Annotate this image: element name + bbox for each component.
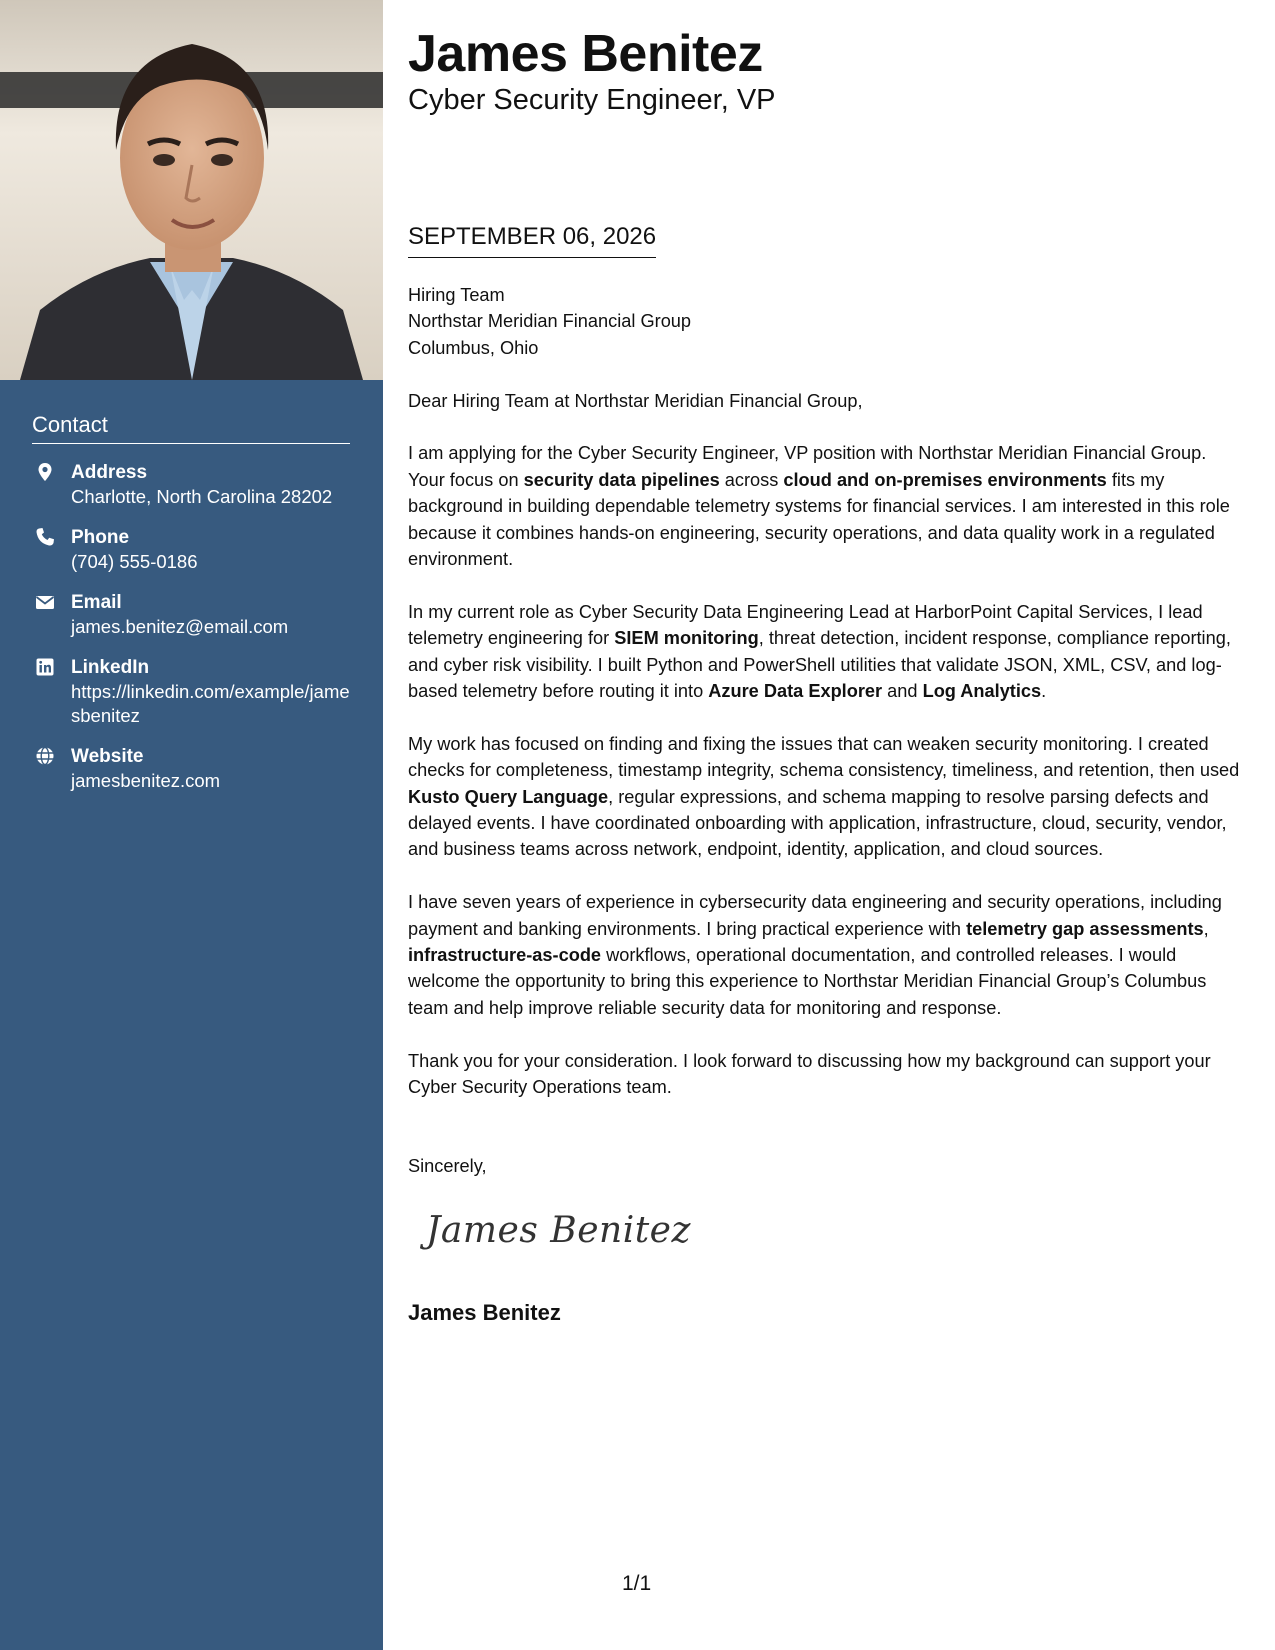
page-number: 1/1 xyxy=(622,1572,652,1595)
email-value: james.benitez@email.com xyxy=(71,616,289,637)
signer-name: James Benitez xyxy=(408,1300,561,1325)
applicant-title: Cyber Security Engineer, VP xyxy=(408,84,776,116)
signature: James Benitez xyxy=(426,1210,691,1251)
contact-section xyxy=(32,412,350,793)
paragraph: In my current role as Cyber Security Data Engineering Lead at HarborPoint Capital Services, I lead telemetry engineering for SIEM monitoring, threat detection, incident response, compliance reporting, and cyber risk visibility. I built Python and PowerShell utilities that validate JSON, XML, CSV, and log-based telemetry before routing it into Azure Data Explorer and Log Analytics. xyxy=(408,601,1231,702)
contact-linkedin xyxy=(32,655,350,728)
address-label: Address xyxy=(71,462,148,483)
closing: Sincerely, xyxy=(408,1156,487,1176)
paragraph: My work has focused on finding and fixing the issues that can weaken security monitoring. I created checks for completeness, timestamp integrity, schema consistency, timeliness, and retention, then used Kusto Query Language, regular expressions, and schema mapping to resolve parsing defects and delayed events. I have coordinated onboarding with application, infrastructure, cloud, security, vendor, and business teams across network, endpoint, identity, application, and cloud sources. xyxy=(408,733,1240,860)
paragraph: I have seven years of experience in cybersecurity data engineering and security operations, including payment and banking environments. I bring practical experience with telemetry gap assessments, infrastructure-as-code workflows, operational documentation, and controlled releases. I would welcome the opportunity to bring this experience to Northstar Meridian Financial Group’s Columbus team and help improve reliable security data for monitoring and response. xyxy=(408,892,1222,1018)
globe-icon xyxy=(35,746,55,766)
linkedin-label: LinkedIn xyxy=(71,657,150,678)
recipient-line: Columbus, Ohio xyxy=(408,337,539,358)
recipient-address xyxy=(408,282,1244,361)
website-label: Website xyxy=(71,746,144,767)
map-pin-icon xyxy=(35,462,55,482)
letter-date: SEPTEMBER 06, 2026 xyxy=(408,223,656,258)
letter-body xyxy=(408,282,1244,1127)
contact-address xyxy=(32,460,350,509)
phone-icon xyxy=(35,527,55,547)
email-label: Email xyxy=(71,592,122,613)
profile-photo xyxy=(0,0,383,380)
phone-label: Phone xyxy=(71,527,130,548)
envelope-icon xyxy=(35,592,55,612)
sidebar xyxy=(0,0,383,1650)
linkedin-icon xyxy=(35,657,55,677)
contact-phone xyxy=(32,525,350,574)
recipient-line: Northstar Meridian Financial Group xyxy=(408,311,692,332)
applicant-name: James Benitez xyxy=(408,25,763,83)
address-value: Charlotte, North Carolina 28202 xyxy=(71,486,333,507)
paragraph: Thank you for your consideration. I look forward to discussing how my background can support your Cyber Security Operations team. xyxy=(408,1050,1211,1098)
phone-value: (704) 555-0186 xyxy=(71,551,198,572)
website-value[interactable]: jamesbenitez.com xyxy=(71,770,221,791)
salutation: Dear Hiring Team at Northstar Meridian Financial Group, xyxy=(408,390,863,411)
paragraph: I am applying for the Cyber Security Engineer, VP position with Northstar Meridian Financial Group. Your focus on security data pipelines across cloud and on-premises environments fits my background in building dependable telemetry systems for financial services. I am interested in this role because it combines hands-on engineering, security operations, and data quality work in a regulated environment. xyxy=(408,443,1230,570)
contact-website xyxy=(32,744,350,793)
linkedin-value[interactable]: https://linkedin.com/example/jamesbenitez xyxy=(71,681,350,726)
contact-email xyxy=(32,590,350,639)
recipient-line: Hiring Team xyxy=(408,285,505,305)
contact-heading: Contact xyxy=(32,412,350,444)
